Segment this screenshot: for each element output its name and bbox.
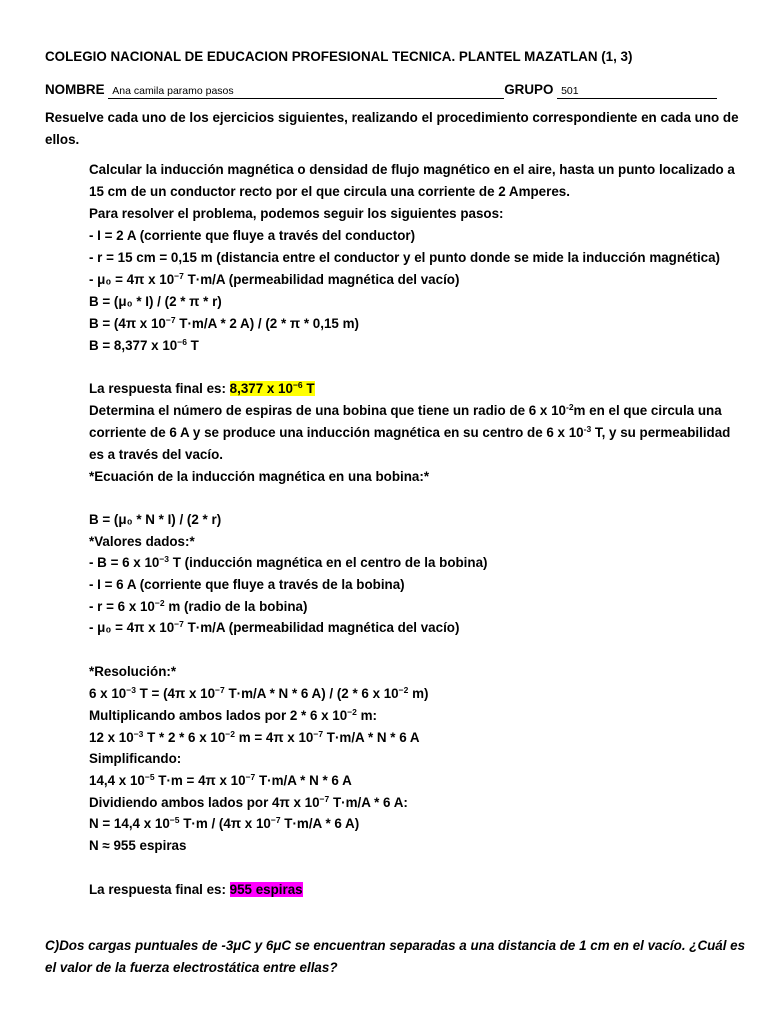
- header-name-row: [45, 79, 717, 101]
- problem1-line: - r = 15 cm = 0,15 m (distancia entre el conductor y el punto donde se mide la inducción magnética): [89, 250, 721, 265]
- text-run: m = 4π x 10: [234, 730, 314, 745]
- text-run: T·m/A * 6 A:: [329, 795, 408, 810]
- text-run: 12 x 10: [89, 730, 134, 745]
- problem2-line: *Ecuación de la inducción magnética en una bobina:*: [89, 469, 430, 484]
- problem3-line: C)Dos cargas puntuales de -3μC y 6μC se encuentran separadas a una distancia de 1 cm en el vacío. ¿Cuál es: [45, 938, 746, 953]
- exponent: −3: [126, 685, 136, 695]
- problem2-line: [89, 683, 428, 705]
- problem2-line: [89, 596, 307, 618]
- exponent: −3: [133, 729, 144, 739]
- text-run: 8,377 x 10: [229, 381, 293, 396]
- problem2-line: *Resolución:*: [89, 664, 177, 679]
- exponent: −7: [174, 619, 184, 629]
- text-run: B = 8,377 x 10: [89, 338, 178, 353]
- text-run: T: [186, 338, 199, 353]
- text-run: T: [302, 381, 315, 396]
- exponent: −2: [225, 729, 235, 739]
- text-run: T·m/A (permeabilidad magnética del vacío): [183, 620, 460, 635]
- text-run: T·m/A (permeabilidad magnética del vacío): [183, 272, 460, 287]
- exponent: -2: [565, 402, 574, 412]
- problem2-line: - I = 6 A (corriente que fluye a través de la bobina): [89, 577, 405, 592]
- answer-label: La respuesta final es:: [89, 882, 230, 897]
- problem2-line: Simplificando:: [89, 751, 182, 766]
- exponent: −7: [319, 794, 330, 804]
- problem1-line: [89, 269, 459, 291]
- text-run: 14,4 x 10: [89, 773, 145, 788]
- exponent: −6: [292, 380, 303, 390]
- text-run: T·m/A * 2 A) / (2 * π * 0,15 m): [175, 316, 359, 331]
- problem2-line: [89, 617, 459, 639]
- exponent: −3: [159, 554, 170, 564]
- answer-highlight: 955 espiras: [229, 882, 303, 897]
- exponent: −5: [144, 772, 155, 782]
- group-field: 501: [557, 84, 717, 99]
- instructions-line-1: Resuelve cada uno de los ejercicios siguientes, realizando el procedimiento correspondiente en cada uno de: [45, 110, 739, 125]
- text-run: - μ₀ = 4π x 10: [89, 272, 175, 287]
- problem2-line: *Valores dados:*: [89, 534, 195, 549]
- text-run: - μ₀ = 4π x 10: [89, 620, 175, 635]
- problem2-line: [89, 705, 377, 727]
- problem2-line: [89, 770, 352, 792]
- text-run: corriente de 6 A y se produce una inducción magnética en su centro de 6 x 10: [89, 425, 584, 440]
- problem2-line: N ≈ 955 espiras: [89, 838, 187, 853]
- problem2-line: [89, 792, 408, 814]
- exponent: −2: [398, 685, 409, 695]
- text-run: Determina el número de espiras de una bobina que tiene un radio de 6 x 10: [89, 403, 566, 418]
- text-run: Dividiendo ambos lados por 4π x 10: [89, 795, 320, 810]
- problem2-line: es a través del vacío.: [89, 447, 223, 462]
- exponent: -3: [583, 424, 592, 434]
- text-run: - B = 6 x 10: [89, 555, 160, 570]
- text-run: N = 14,4 x 10: [89, 816, 170, 831]
- answer-label: La respuesta final es:: [89, 381, 230, 396]
- group-label: GRUPO: [504, 82, 554, 97]
- text-run: T (inducción magnética en el centro de la bobina): [169, 555, 488, 570]
- text-run: - r = 6 x 10: [89, 599, 155, 614]
- text-run: T·m/A * N * 6 A: [323, 730, 420, 745]
- text-run: T·m = 4π x 10: [154, 773, 246, 788]
- exponent: −7: [174, 271, 184, 281]
- problem2-line: [89, 813, 359, 835]
- instructions-line-2: ellos.: [45, 132, 80, 147]
- text-run: T, y su permeabilidad: [591, 425, 731, 440]
- problem1-answer: [89, 378, 315, 400]
- problem2-line: [89, 422, 730, 444]
- name-field: Ana camila paramo pasos: [108, 84, 504, 99]
- exponent: −2: [347, 707, 357, 717]
- problem3-line: el valor de la fuerza electrostática entre ellas?: [45, 960, 338, 975]
- text-run: T = (4π x 10: [135, 686, 216, 701]
- text-run: m (radio de la bobina): [164, 599, 308, 614]
- text-run: T·m/A * 6 A): [280, 816, 360, 831]
- problem1-line: B = (μ₀ * I) / (2 * π * r): [89, 294, 222, 309]
- problem2-line: [89, 552, 488, 574]
- text-run: m en el que circula una: [573, 403, 722, 418]
- text-run: m): [408, 686, 429, 701]
- exponent: −7: [165, 315, 176, 325]
- text-run: Multiplicando ambos lados por 2 * 6 x 10: [89, 708, 348, 723]
- problem2-answer: [89, 879, 303, 901]
- exponent: −7: [215, 685, 225, 695]
- problem2-line: [89, 727, 420, 749]
- exponent: −7: [313, 729, 324, 739]
- problem2-line: [89, 400, 722, 422]
- text-run: T·m / (4π x 10: [179, 816, 271, 831]
- name-label: NOMBRE: [45, 82, 105, 97]
- exponent: −7: [270, 815, 281, 825]
- text-run: T·m/A * N * 6 A) / (2 * 6 x 10: [224, 686, 399, 701]
- exponent: −5: [169, 815, 180, 825]
- problem2-line: B = (μ₀ * N * I) / (2 * r): [89, 512, 222, 527]
- text-run: 6 x 10: [89, 686, 127, 701]
- exponent: −2: [154, 598, 165, 608]
- text-run: B = (4π x 10: [89, 316, 166, 331]
- exponent: −6: [177, 337, 187, 347]
- text-run: T·m/A * N * 6 A: [255, 773, 352, 788]
- answer-highlight: [230, 381, 315, 396]
- problem1-line: [89, 335, 199, 357]
- problem1-line: Calcular la inducción magnética o densidad de flujo magnético en el aire, hasta un punto localizado a: [89, 162, 735, 177]
- text-run: T * 2 * 6 x 10: [143, 730, 226, 745]
- text-run: m:: [356, 708, 377, 723]
- problem1-line: 15 cm de un conductor recto por el que circula una corriente de 2 Amperes.: [89, 184, 570, 199]
- document-title: COLEGIO NACIONAL DE EDUCACION PROFESIONAL TECNICA. PLANTEL MAZATLAN (1, 3): [45, 49, 633, 64]
- exponent: −7: [245, 772, 256, 782]
- problem1-line: Para resolver el problema, podemos seguir los siguientes pasos:: [89, 206, 504, 221]
- problem1-line: [89, 313, 359, 335]
- problem1-line: - I = 2 A (corriente que fluye a través del conductor): [89, 228, 416, 243]
